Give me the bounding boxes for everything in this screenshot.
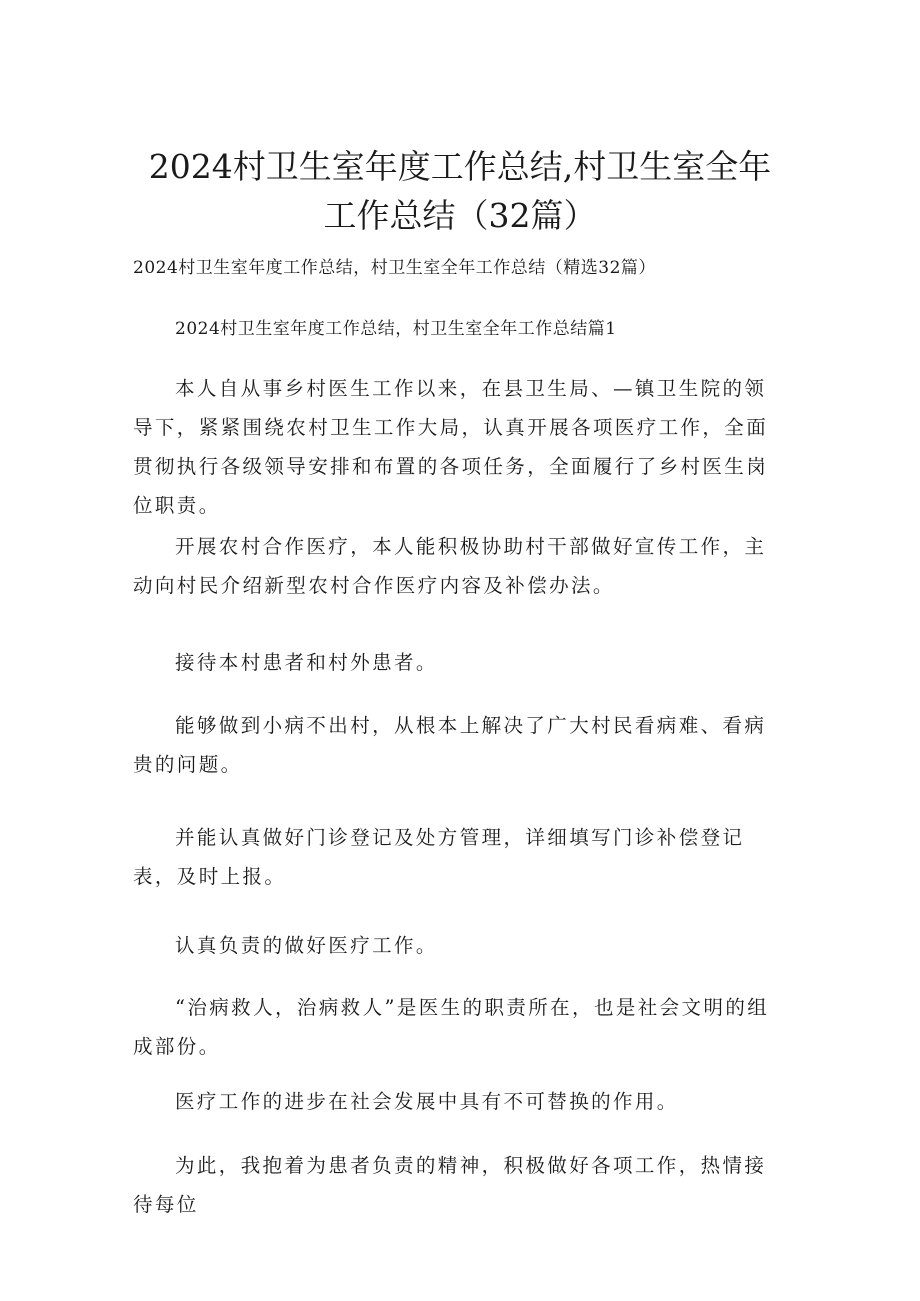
paragraph-8: 医疗工作的进步在社会发展中具有不可替换的作用。 (175, 1090, 679, 1113)
paragraph-1: 本人自从事乡村医生工作以来，在县卫生局、—镇卫生院的领导下，紧紧围绕农村卫生工作大局，认真开展各项医疗工作，全面贯彻执行各级领导安排和布置的各项任务，全面履行了乡村医生岗位职责。 (133, 377, 769, 517)
document-title-line-1: 2024村卫生室年度工作总结,村卫生室全年 (148, 147, 772, 186)
paragraph-6: 认真负责的做好医疗工作。 (175, 934, 438, 957)
paragraph-5: 并能认真做好门诊登记及处方管理，详细填写门诊补偿登记表，及时上报。 (133, 826, 745, 888)
paragraph-4: 能够做到小病不出村，从根本上解决了广大村民看病难、看病贵的问题。 (133, 714, 767, 776)
paragraph-7: “治病救人，治病救人”是医生的职责所在，也是社会文明的组成部份。 (133, 996, 770, 1058)
paragraph-2: 开展农村合作医疗，本人能积极协助村干部做好宣传工作，主动向村民介绍新型农村合作医疗内容及补偿办法。 (133, 535, 767, 597)
paragraph-9: 为此，我抱着为患者负责的精神，积极做好各项工作，热情接待每位 (133, 1154, 767, 1216)
document-title-line-2: 工作总结（32篇） (323, 196, 597, 235)
section-heading: 2024村卫生室年度工作总结，村卫生室全年工作总结篇1 (175, 319, 617, 339)
document-subtitle: 2024村卫生室年度工作总结，村卫生室全年工作总结（精选32篇） (133, 258, 656, 278)
paragraph-3: 接待本村患者和村外患者。 (175, 651, 438, 674)
